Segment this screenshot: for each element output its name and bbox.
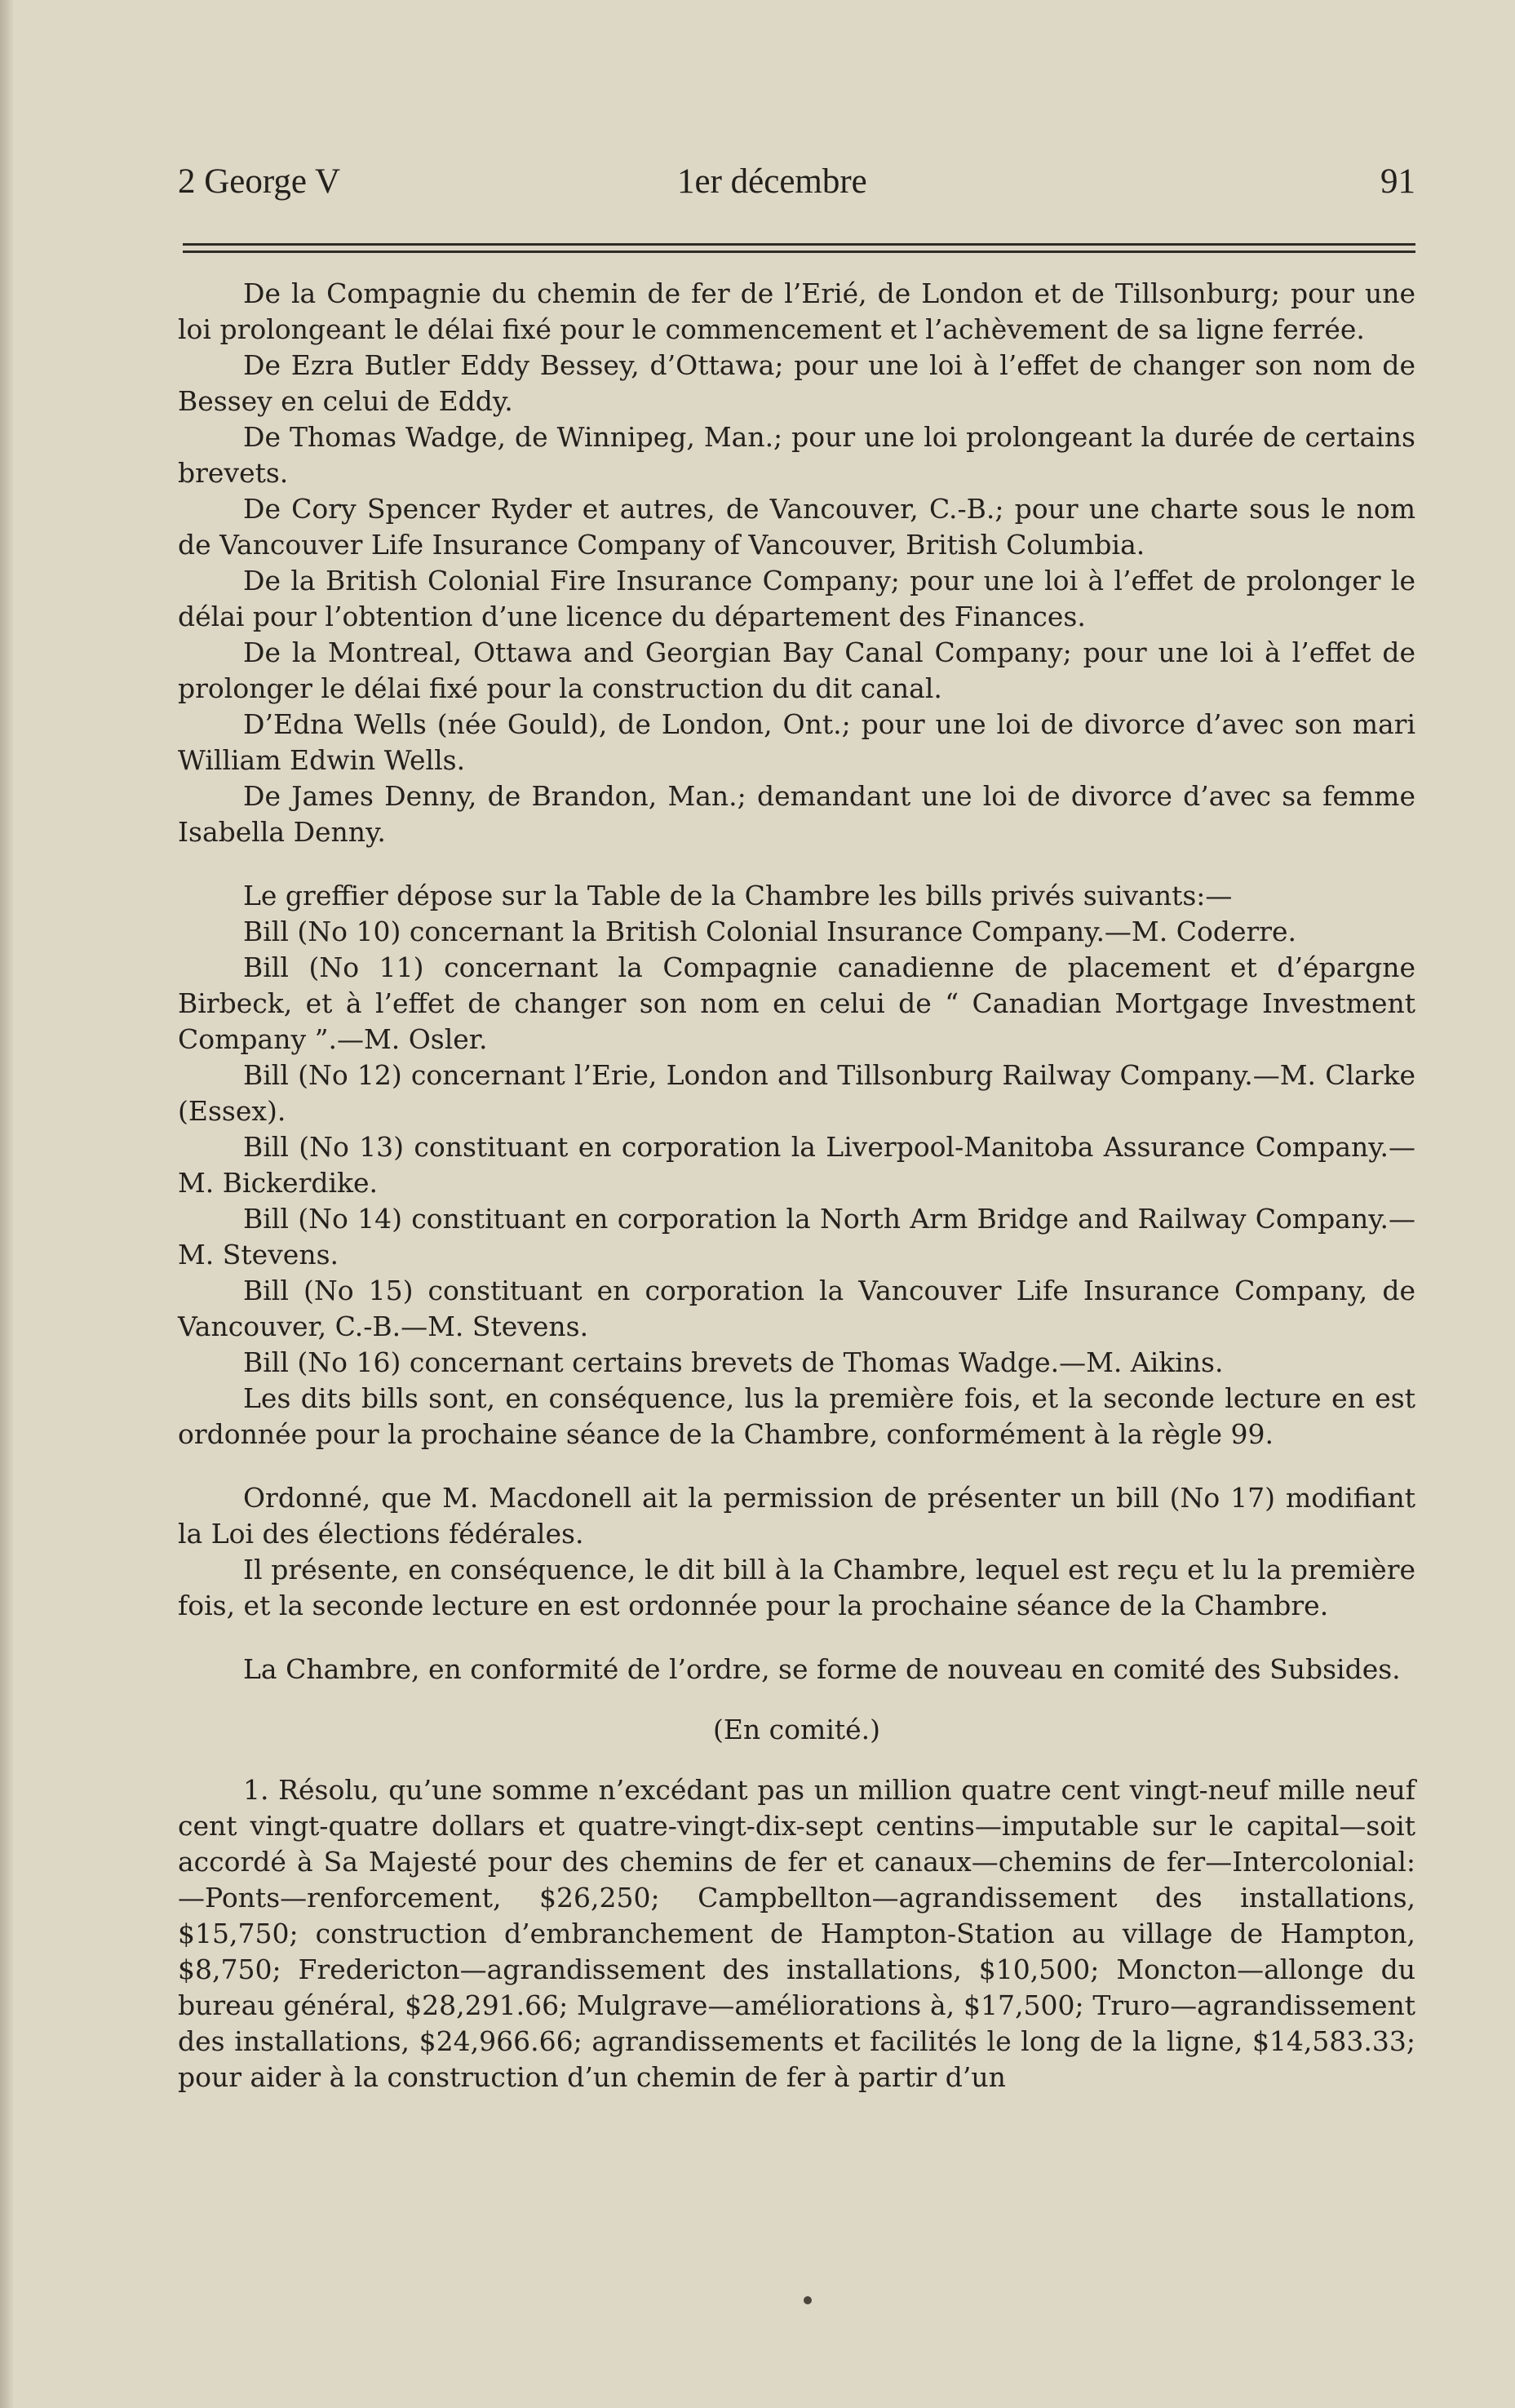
bill-15: Bill (No 15) constituant en corporation la Vancouver Life Insurance Company, de Vancouver, C.-B.—M. Stevens. [178, 1275, 1415, 1342]
order-macdonell: Ordonné, que M. Macdonell ait la permission de présenter un bill (No 17) modifiant la Loi des élections fédérales. [178, 1482, 1415, 1550]
page-mark [804, 2296, 812, 2304]
bill-17-presented: Il présente, en conséquence, le dit bill à la Chambre, lequel est reçu et lu la première fois, et la seconde lecture en est ordonnée pour la prochaine séance de la Chambre. [178, 1554, 1415, 1621]
resolution-1: 1. Résolu, qu’une somme n’excédant pas un million quatre cent vingt-neuf mille neuf cent vingt-quatre dollars et quatre-vingt-dix-sept centins—imputable sur le capital—soit accordé à Sa Majesté pour des chemins de fer et canaux—chemins de fer—Intercolonial:—Ponts—renforcement, $26,250; Campbellton—agrandissement des installations, $15,750; construction d’embranchement de Hampton-Station au village de Hampton, $8,750; Fredericton—agrandissement des installations, $10,500; Moncton—allonge du bureau général, $28,291.66; Mulgrave—améliorations à, $17,500; Truro—agrandissement des installations, $24,966.66; agrandissements et facilités le long de la ligne, $14,583.33; pour aider à la construction d’un chemin de fer à partir d’un [178, 1774, 1415, 2093]
petition-bessey: De Ezra Butler Eddy Bessey, d’Ottawa; pour une loi à l’effet de changer son nom de Bessey en celui de Eddy. [178, 349, 1415, 417]
committee-of-supply: La Chambre, en conformité de l’ordre, se forme de nouveau en comité des Subsides. [243, 1653, 1401, 1685]
bill-13: Bill (No 13) constituant en corporation la Liverpool-Manitoba Assurance Company.—M. Bickerdike. [178, 1131, 1415, 1199]
petition-ryder: De Cory Spencer Ryder et autres, de Vancouver, C.-B.; pour une charte sous le nom de Vancouver Life Insurance Company of Vancouver, British Columbia. [178, 493, 1415, 561]
page-header [178, 162, 1415, 219]
bills-first-reading: Les dits bills sont, en conséquence, lus la première fois, et la seconde lecture en est ordonnée pour la prochaine séance de la Chambre, conformément à la règle 99. [178, 1382, 1415, 1450]
bill-11: Bill (No 11) concernant la Compagnie canadienne de placement et d’épargne Birbeck, et à l’effet de changer son nom en celui de “ Canadian Mortgage Investment Company ”.—M. Osler. [178, 951, 1415, 1055]
bill-12: Bill (No 12) concernant l’Erie, London and Tillsonburg Railway Company.—M. Clarke (Essex). [178, 1059, 1415, 1127]
bill-14: Bill (No 14) constituant en corporation la North Arm Bridge and Railway Company.—M. Stevens. [178, 1203, 1415, 1271]
header-rule-bottom [183, 251, 1415, 253]
petition-georgian-bay-canal: De la Montreal, Ottawa and Georgian Bay Canal Company; pour une loi à l’effet de prolonger le délai fixé pour la construction du dit canal. [178, 636, 1415, 704]
header-session: 2 George V [178, 162, 341, 201]
bill-10: Bill (No 10) concernant la British Colonial Insurance Company.—M. Coderre. [243, 916, 1297, 947]
page-binding-edge [0, 0, 13, 2408]
petition-erie-london-tillsonburg: De la Compagnie du chemin de fer de l’Erié, de London et de Tillsonburg; pour une loi prolongeant le délai fixé pour le commencement et l’achèvement de sa ligne ferrée. [178, 277, 1415, 345]
page-body [178, 276, 1415, 2095]
header-date: 1er décembre [677, 162, 867, 201]
petition-wadge: De Thomas Wadge, de Winnipeg, Man.; pour une loi prolongeant la durée de certains brevets. [178, 421, 1415, 489]
in-committee-heading: (En comité.) [712, 1714, 881, 1745]
petition-british-colonial: De la British Colonial Fire Insurance Company; pour une loi à l’effet de prolonger le délai pour l’obtention d’une licence du département des Finances. [178, 565, 1415, 632]
bill-16: Bill (No 16) concernant certains brevets de Thomas Wadge.—M. Aikins. [243, 1346, 1224, 1378]
clerk-tables-bills: Le greffier dépose sur la Table de la Chambre les bills privés suivants:— [243, 880, 1233, 911]
page-number: 91 [1380, 162, 1415, 201]
petition-james-denny: De James Denny, de Brandon, Man.; demandant une loi de divorce d’avec sa femme Isabella Denny. [178, 780, 1415, 848]
header-rule-top [183, 243, 1415, 246]
petition-edna-wells: D’Edna Wells (née Gould), de London, Ont.; pour une loi de divorce d’avec son mari William Edwin Wells. [178, 708, 1415, 776]
